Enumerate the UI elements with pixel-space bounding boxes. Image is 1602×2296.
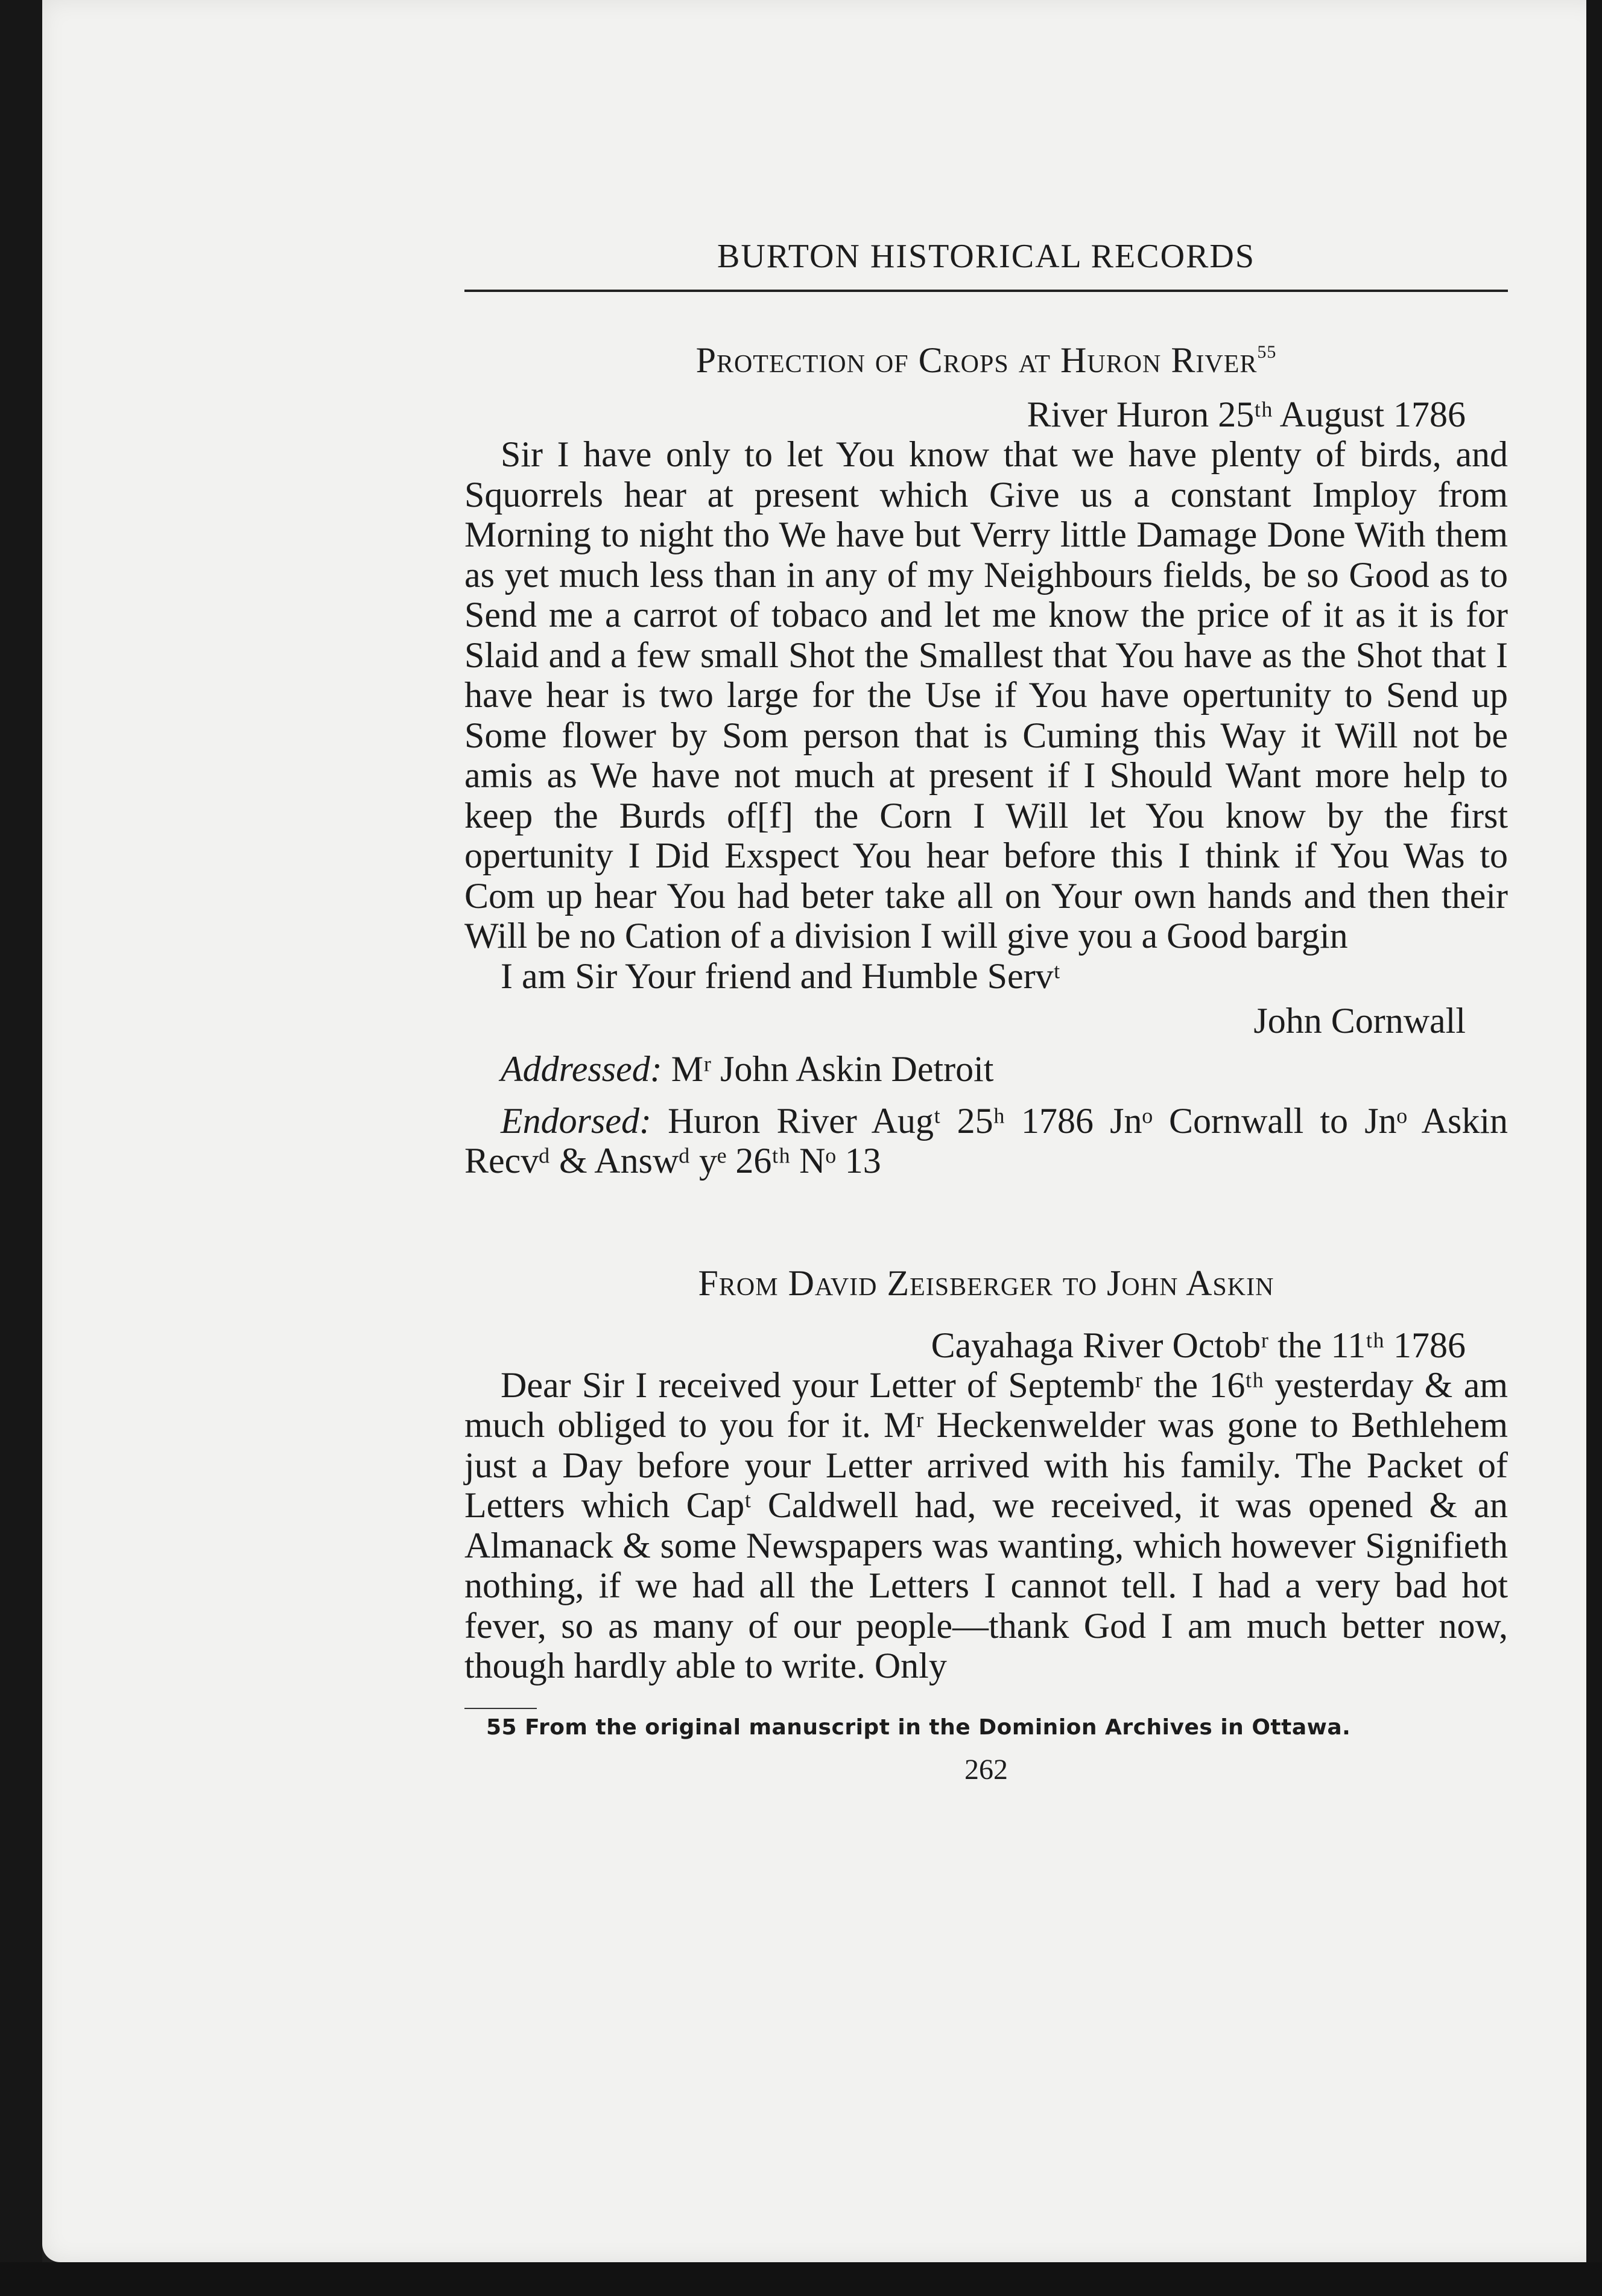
book-page xyxy=(42,0,1602,2262)
section-title-2: From David Zeisberger to John Askin xyxy=(698,1263,1274,1303)
letter-signature: John Cornwall xyxy=(1253,1000,1466,1041)
footnote-number: 55 xyxy=(486,1714,518,1740)
letter-closing: I am Sir Your friend and Humble Servᵗ xyxy=(501,956,1061,996)
footnote-ref: 55 xyxy=(1257,342,1277,362)
footnote xyxy=(464,1715,1508,1740)
letter-paragraph-1: Sir I have only to let You know that we have plenty of birds, and Squorrels hear at present which Give us a constant Imploy from Morning to night tho We have but Verry little Damage Done With them as yet much less than in any of my Neighbours fields, be so Good as to Send me a carrot of tobaco and let me know the price of it as it is for Slaid and a few small Shot the Smallest that You have as the Shot that I have hear is two large for the Use if You have opertunity to Send up Some flower by Som person that is Cuming this Way it Will not be amis as We have not much at present if I Should Want more help to keep the Burds of[f] the Corn I Will let You know by the first opertunity I Did Exspect You hear before this I think if You Was to Com up hear You had beter take all on Your own hands and then their Will be no Cation of a division I will give you a Good bargin xyxy=(464,434,1508,956)
scan-border-bottom xyxy=(0,2262,1602,2296)
scan-border-left xyxy=(0,0,42,2296)
page-content xyxy=(464,229,1508,1786)
letter-body-2 xyxy=(464,1365,1508,1686)
letter-body-1 xyxy=(464,434,1508,956)
endorsed-text: Huron River Augᵗ 25ʰ 1786 Jnᵒ Cornwall to Jnᵒ Askin Recvᵈ & Answᵈ yᵉ 26ᵗʰ Nᵒ 13 xyxy=(464,1100,1509,1181)
addressed-text: Mʳ John Askin Detroit xyxy=(671,1048,994,1089)
running-head: BURTON HISTORICAL RECORDS xyxy=(717,238,1255,275)
dateline-2: Cayahaga River Octobʳ the 11ᵗʰ 1786 xyxy=(931,1325,1466,1365)
scan-border-right xyxy=(1586,0,1602,2296)
page-number: 262 xyxy=(964,1753,1008,1786)
section-title-1-text: Protection of Crops at Huron River xyxy=(695,340,1258,380)
footnote-rule xyxy=(464,1708,537,1709)
letter-paragraph-2: Dear Sir I received your Letter of Septembʳ the 16ᵗʰ yesterday & am much obliged to you for it. Mʳ Heckenwelder was gone to Bethlehem just a Day before your Letter arrived with his family. The Packet of Letters which Capᵗ Caldwell had, we received, it was opened & an Almanack & some Newspapers was wanting, which however Signifieth nothing, if we had all the Letters I cannot tell. I had a very bad hot fever, so as many of our people—thank God I am much better now, though hardly able to write. Only xyxy=(464,1365,1508,1686)
section-2 xyxy=(464,1259,1508,1686)
addressed-label: Addressed: xyxy=(501,1048,662,1089)
endorsed-note xyxy=(464,1101,1508,1181)
section-title-1 xyxy=(464,328,1508,380)
footnote-text: From the original manuscript in the Dominion Archives in Ottawa. xyxy=(525,1714,1351,1740)
addressed-note xyxy=(501,1049,1508,1089)
dateline-1: River Huron 25ᵗʰ August 1786 xyxy=(1027,395,1466,434)
header-rule xyxy=(464,290,1508,292)
endorsed-label: Endorsed: xyxy=(501,1100,651,1141)
